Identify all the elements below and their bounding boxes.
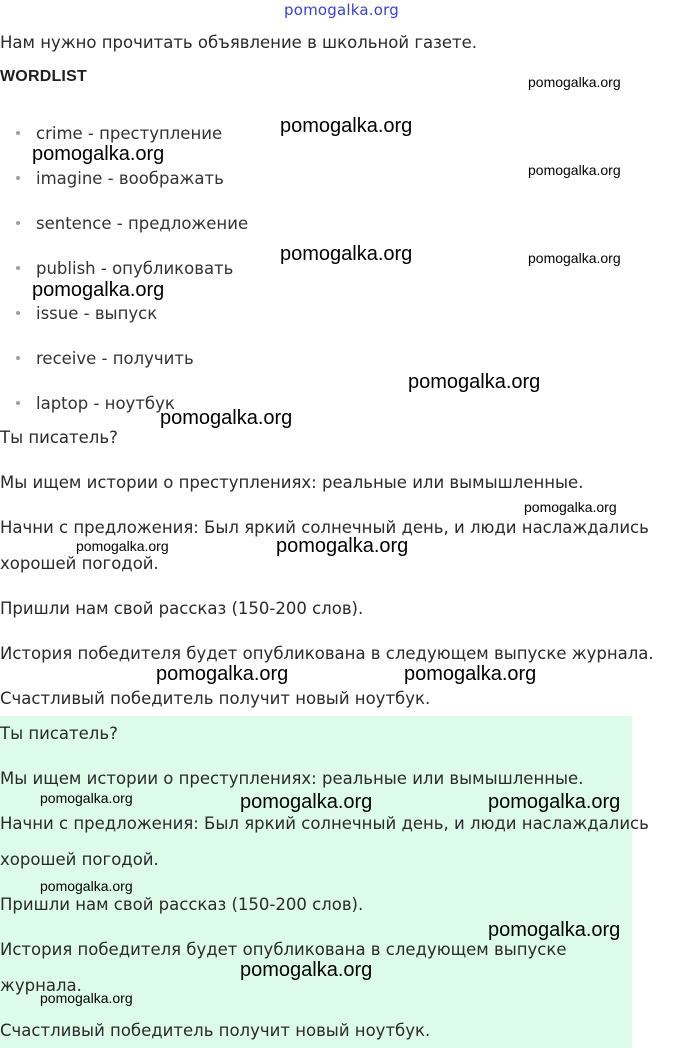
answer-line: Ты писатель? [0, 724, 118, 743]
wordlist-item-text: imagine - воображать [36, 168, 224, 188]
wordlist-item-text: crime - преступление [36, 123, 223, 143]
wordlist-item-text: receive - получить [36, 348, 194, 368]
answer-line: журнала. [0, 976, 82, 995]
wordlist-item [16, 212, 248, 234]
bullet-icon [16, 311, 20, 315]
announcement-line: Счастливый победитель получит новый ноутбук. [0, 689, 431, 708]
watermark: pomogalka.org [528, 250, 621, 266]
watermark: pomogalka.org [76, 538, 169, 554]
answer-line: Счастливый победитель получит новый ноутбук. [0, 1021, 431, 1040]
announcement-line: Пришли нам свой рассказ (150-200 слов). [0, 599, 364, 618]
bullet-icon [16, 401, 20, 405]
wordlist-item-text: issue - выпуск [36, 303, 158, 323]
announcement-line: Начни с предложения: Был яркий солнечный день, и люди наслаждались [0, 518, 649, 537]
watermark: pomogalka.org [160, 407, 293, 429]
watermark: pomogalka.org [240, 959, 373, 981]
answer-line: Мы ищем истории о преступлениях: реальные или вымышленные. [0, 769, 584, 788]
watermark: pomogalka.org [488, 791, 621, 813]
answer-line: Пришли нам свой рассказ (150-200 слов). [0, 895, 364, 914]
wordlist-item [16, 122, 222, 144]
wordlist-item [16, 302, 157, 324]
wordlist-heading: WORDLIST [0, 68, 87, 85]
intro-text: Нам нужно прочитать объявление в школьной газете. [0, 33, 478, 52]
watermark: pomogalka.org [488, 919, 621, 941]
watermark: pomogalka.org [32, 279, 165, 301]
wordlist-item-text: sentence - предложение [36, 213, 249, 233]
bullet-icon [16, 131, 20, 135]
watermark: pomogalka.org [528, 162, 621, 178]
watermark: pomogalka.org [280, 243, 413, 265]
watermark: pomogalka.org [524, 499, 617, 515]
watermark: pomogalka.org [240, 791, 373, 813]
wordlist-item [16, 347, 194, 369]
announcement-line: Мы ищем истории о преступлениях: реальные или вымышленные. [0, 473, 584, 492]
site-header-link[interactable]: pomogalka.org [284, 1, 399, 19]
announcement-line: История победителя будет опубликована в следующем выпуске журнала. [0, 644, 654, 663]
bullet-icon [16, 176, 20, 180]
wordlist-item [16, 392, 175, 414]
wordlist-item [16, 257, 233, 279]
answer-line: Начни с предложения: Был яркий солнечный день, и люди наслаждались [0, 814, 649, 833]
answer-line: хорошей погодой. [0, 850, 159, 869]
answer-line: История победителя будет опубликована в следующем выпуске [0, 940, 567, 959]
bullet-icon [16, 356, 20, 360]
wordlist-item-text: laptop - ноутбук [36, 393, 175, 413]
bullet-icon [16, 221, 20, 225]
bullet-icon [16, 266, 20, 270]
watermark: pomogalka.org [404, 663, 537, 685]
watermark: pomogalka.org [156, 663, 289, 685]
announcement-line: Ты писатель? [0, 428, 118, 447]
wordlist-item [16, 167, 224, 189]
watermark: pomogalka.org [40, 990, 133, 1006]
watermark: pomogalka.org [32, 143, 165, 165]
watermark: pomogalka.org [40, 790, 133, 806]
announcement-line: хорошей погодой. [0, 554, 159, 573]
watermark: pomogalka.org [280, 115, 413, 137]
watermark: pomogalka.org [528, 74, 621, 90]
watermark: pomogalka.org [40, 878, 133, 894]
watermark: pomogalka.org [408, 371, 541, 393]
watermark: pomogalka.org [276, 535, 409, 557]
wordlist-item-text: publish - опубликовать [36, 258, 234, 278]
